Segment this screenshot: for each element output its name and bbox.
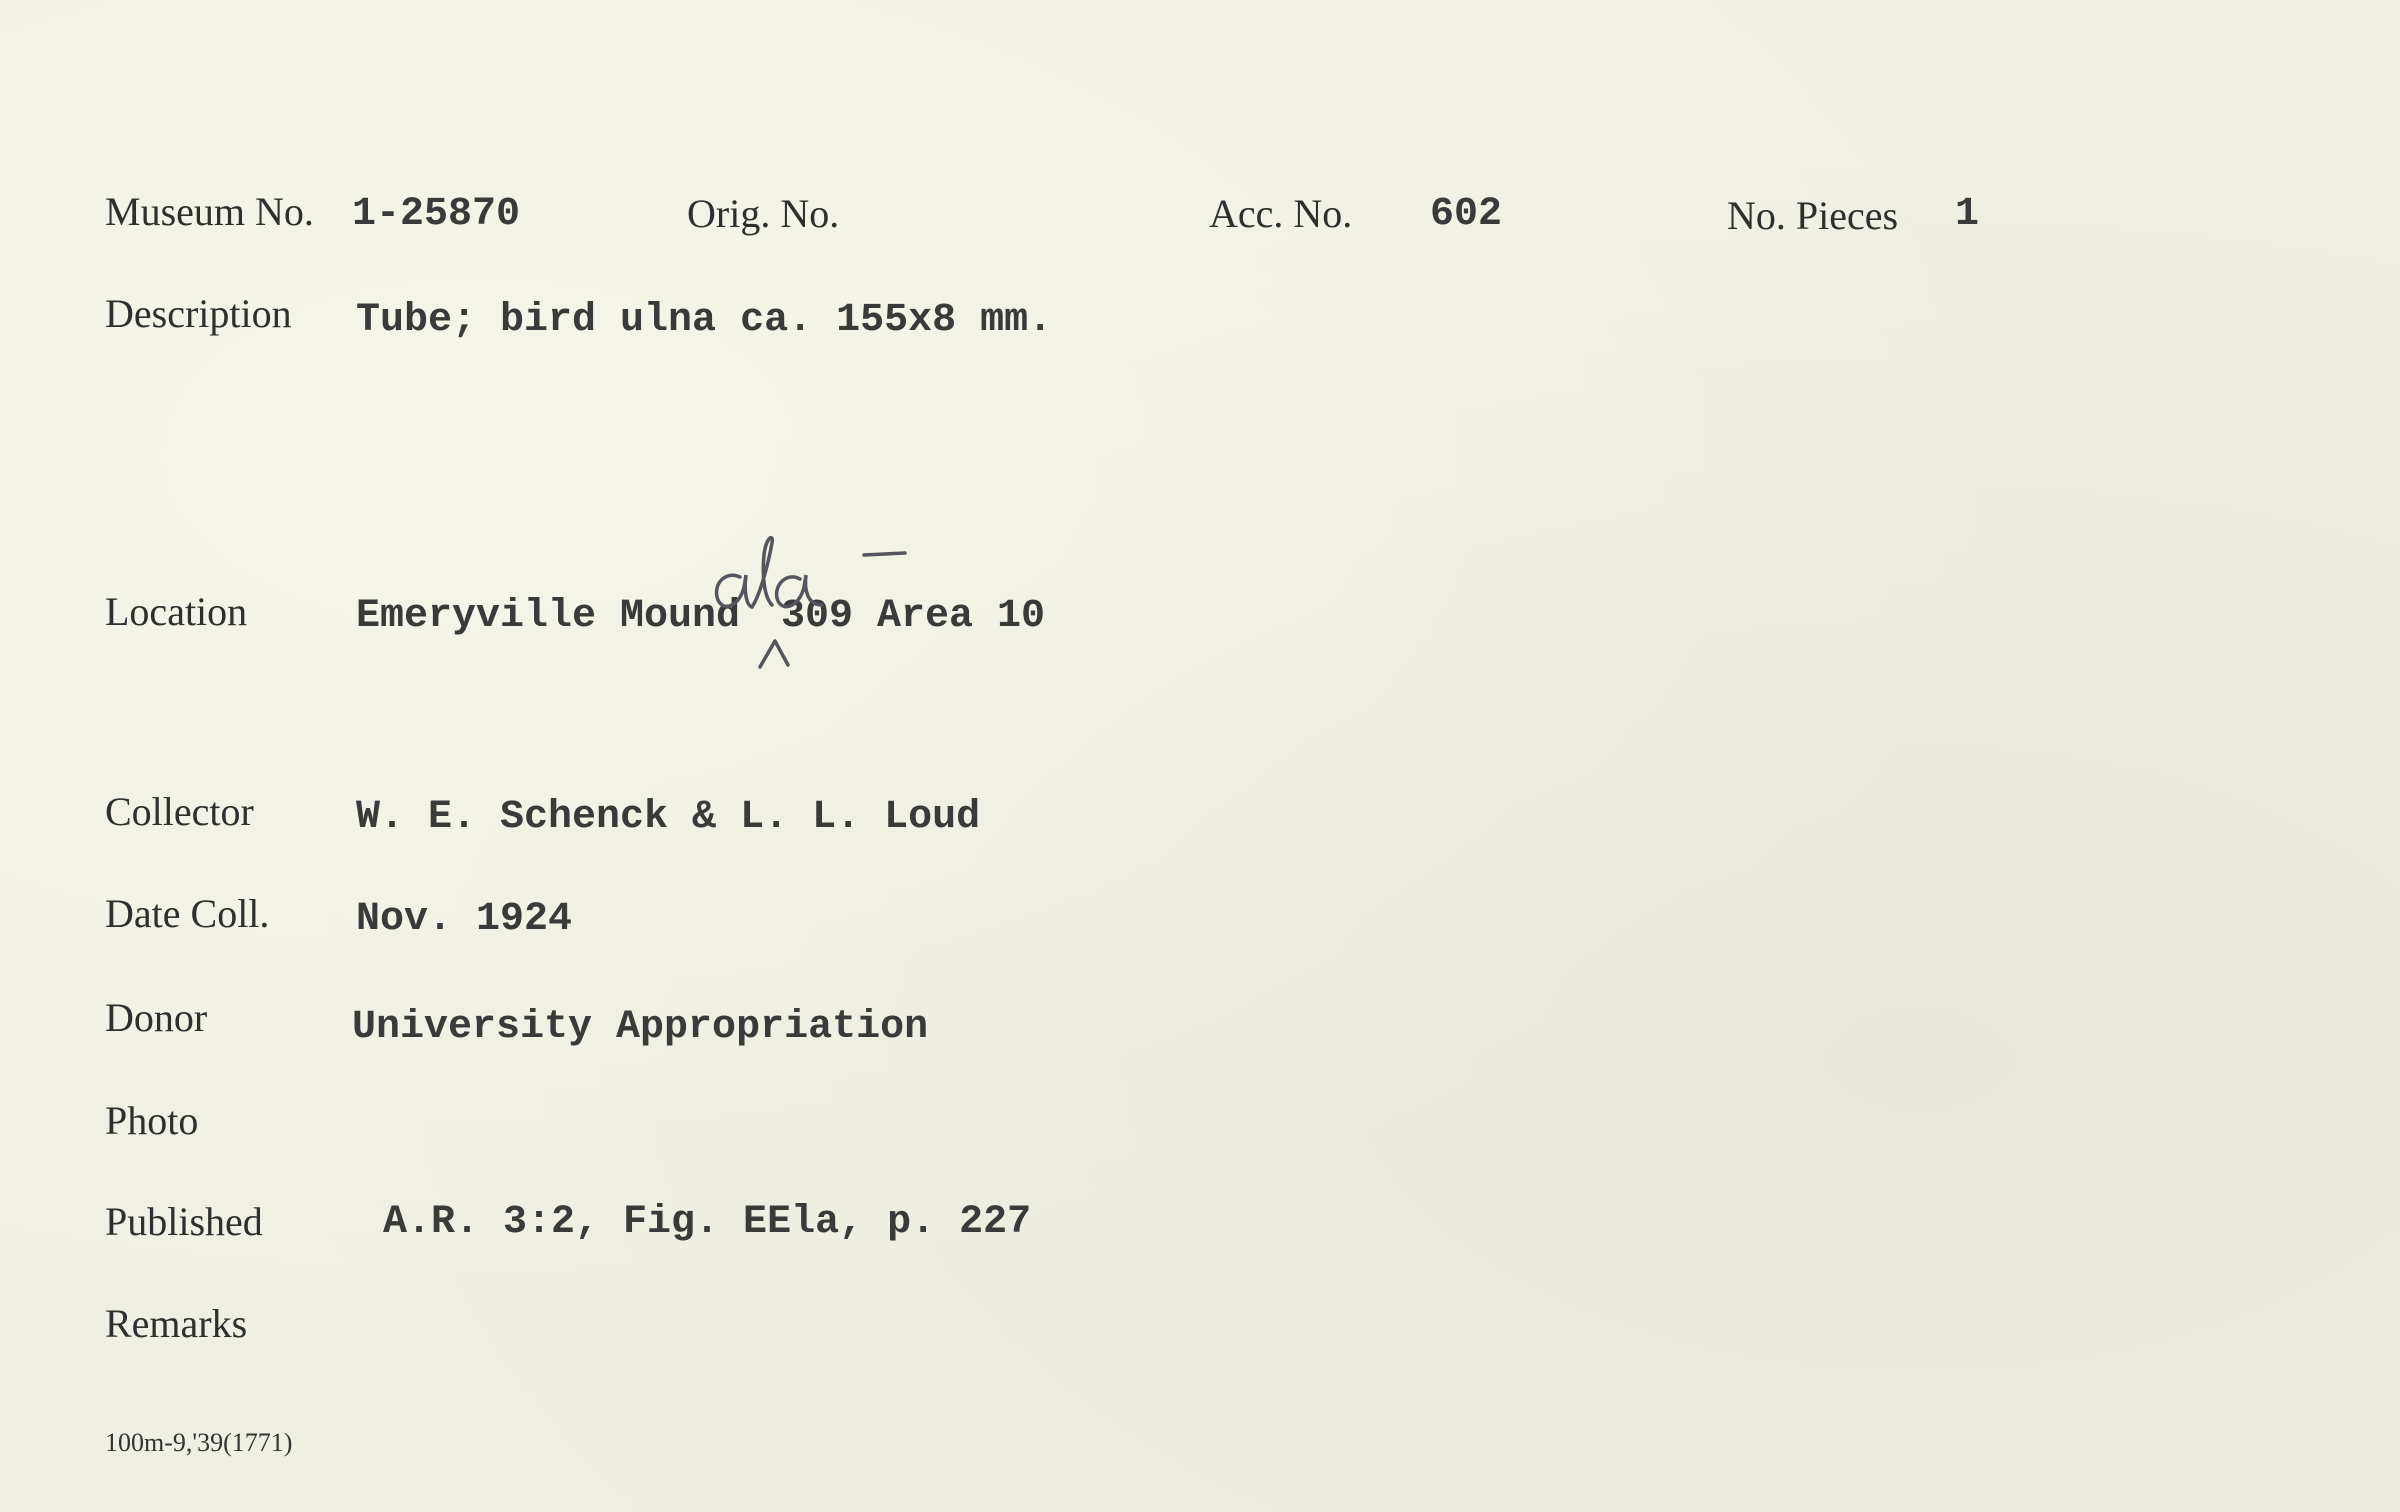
description-label: Description xyxy=(105,291,292,336)
remarks-label: Remarks xyxy=(105,1301,248,1346)
location-label: Location xyxy=(105,589,248,634)
published-label: Published xyxy=(105,1199,263,1244)
orig-no-label: Orig. No. xyxy=(687,191,840,236)
date-coll-value: Nov. 1924 xyxy=(356,897,573,942)
acc-no-label: Acc. No. xyxy=(1209,191,1353,236)
collector-value: W. E. Schenck & L. L. Loud xyxy=(356,795,981,840)
location-value-part2: 309 Area 10 xyxy=(781,594,1046,639)
location-value-part1: Emeryville Mound xyxy=(356,594,741,639)
donor-value: University Appropriation xyxy=(352,1005,929,1050)
no-pieces-value: 1 xyxy=(1955,192,1980,237)
photo-label: Photo xyxy=(105,1098,199,1143)
description-value: Tube; bird ulna ca. 155x8 mm. xyxy=(356,298,1053,343)
collector-label: Collector xyxy=(105,789,254,834)
handwritten-insertion xyxy=(700,525,920,675)
form-code: 100m-9,'39(1771) xyxy=(105,1428,293,1457)
museum-no-value: 1-25870 xyxy=(352,192,521,237)
no-pieces-label: No. Pieces xyxy=(1727,193,1899,238)
acc-no-value: 602 xyxy=(1430,192,1503,237)
date-coll-label: Date Coll. xyxy=(105,891,270,936)
published-value: A.R. 3:2, Fig. EEla, p. 227 xyxy=(383,1200,1032,1245)
museum-no-label: Museum No. xyxy=(105,189,314,234)
donor-label: Donor xyxy=(105,995,208,1040)
